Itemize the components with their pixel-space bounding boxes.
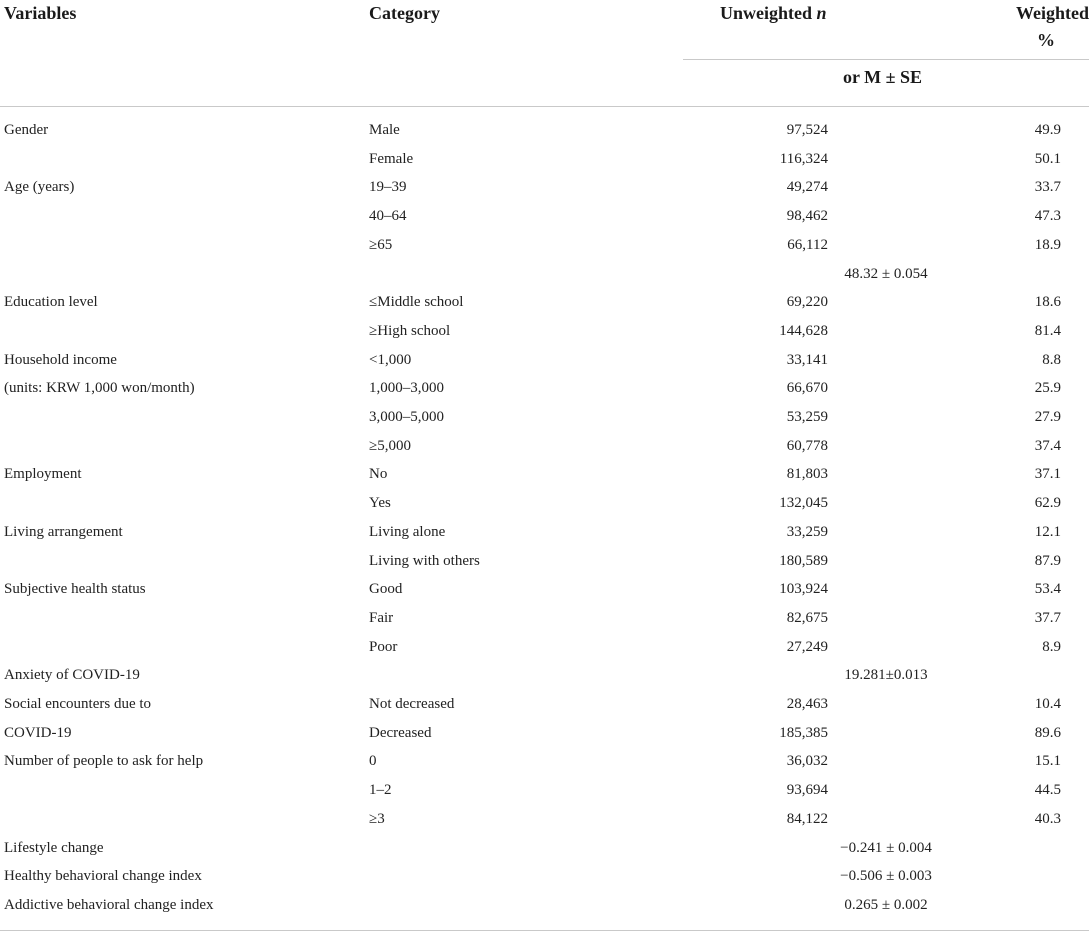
header-subrule	[683, 59, 1089, 60]
variable-cell: Addictive behavioral change index	[4, 897, 214, 913]
weighted-pct-cell: 37.1	[1034, 466, 1061, 482]
category-cell: 40–64	[369, 208, 407, 224]
category-cell: 19–39	[369, 179, 407, 195]
weighted-pct-cell: 40.3	[1034, 811, 1061, 827]
weighted-pct-cell: 44.5	[1034, 782, 1061, 798]
category-cell: Poor	[369, 639, 398, 655]
unweighted-n-cell: 33,259	[786, 524, 828, 540]
variable-cell: Living arrangement	[4, 524, 123, 540]
category-cell: Male	[369, 122, 400, 138]
mean-se-cell: −0.506 ± 0.003	[840, 868, 932, 884]
weighted-pct-cell: 33.7	[1034, 179, 1061, 195]
header-unweighted-text: Unweighted	[720, 3, 817, 23]
header-unweighted-n: n	[816, 3, 827, 23]
unweighted-n-cell: 93,694	[786, 782, 828, 798]
category-cell: ≥High school	[369, 323, 451, 339]
category-cell: Not decreased	[369, 696, 455, 712]
category-cell: Decreased	[369, 725, 432, 741]
category-cell: 0	[369, 753, 377, 769]
header-weighted-percent: %	[1037, 30, 1055, 50]
unweighted-n-cell: 60,778	[786, 438, 828, 454]
unweighted-n-cell: 28,463	[786, 696, 828, 712]
weighted-pct-cell: 89.6	[1034, 725, 1061, 741]
variable-cell: Age (years)	[4, 179, 75, 195]
mean-se-cell: 0.265 ± 0.002	[844, 897, 928, 913]
header-unweighted	[720, 3, 827, 24]
category-cell: Good	[369, 581, 403, 597]
weighted-pct-cell: 37.7	[1034, 610, 1061, 626]
unweighted-n-cell: 66,670	[786, 380, 828, 396]
unweighted-n-cell: 81,803	[786, 466, 828, 482]
variable-cell: Anxiety of COVID-19	[4, 667, 140, 683]
weighted-pct-cell: 37.4	[1034, 438, 1061, 454]
weighted-pct-cell: 50.1	[1034, 151, 1061, 167]
unweighted-n-cell: 97,524	[786, 122, 828, 138]
unweighted-n-cell: 27,249	[786, 639, 828, 655]
unweighted-n-cell: 49,274	[786, 179, 828, 195]
header-category: Category	[369, 3, 440, 23]
unweighted-n-cell: 144,628	[779, 323, 828, 339]
header-weighted: Weighted	[1015, 3, 1089, 23]
variable-cell: Lifestyle change	[4, 840, 104, 856]
mean-se-cell: −0.241 ± 0.004	[840, 840, 932, 856]
variable-cell: Education level	[4, 294, 98, 310]
weighted-pct-cell: 15.1	[1034, 753, 1061, 769]
weighted-pct-cell: 18.9	[1034, 237, 1061, 253]
mean-se-cell: 19.281±0.013	[844, 667, 928, 683]
mean-se-cell: 48.32 ± 0.054	[844, 266, 928, 282]
category-cell: Fair	[369, 610, 394, 626]
category-cell: Female	[369, 151, 414, 167]
unweighted-n-cell: 98,462	[786, 208, 828, 224]
variable-cell: Healthy behavioral change index	[4, 868, 202, 884]
variable-cell: Employment	[4, 466, 82, 482]
unweighted-n-cell: 132,045	[779, 495, 828, 511]
category-cell: Living with others	[369, 553, 480, 569]
category-cell: 3,000–5,000	[369, 409, 444, 425]
unweighted-n-cell: 116,324	[779, 151, 828, 167]
category-cell: <1,000	[369, 352, 412, 368]
header-variables: Variables	[4, 3, 77, 23]
variable-cell: (units: KRW 1,000 won/month)	[4, 380, 195, 396]
category-cell: 1–2	[369, 782, 392, 798]
category-cell: Living alone	[369, 524, 446, 540]
weighted-pct-cell: 8.9	[1042, 639, 1061, 655]
variable-cell: Household income	[4, 352, 117, 368]
weighted-pct-cell: 8.8	[1042, 352, 1061, 368]
unweighted-n-cell: 103,924	[779, 581, 828, 597]
category-cell: ≥3	[369, 811, 385, 827]
weighted-pct-cell: 81.4	[1034, 323, 1061, 339]
category-cell: ≤Middle school	[369, 294, 464, 310]
variable-cell: Subjective health status	[4, 581, 146, 597]
unweighted-n-cell: 33,141	[786, 352, 828, 368]
weighted-pct-cell: 62.9	[1034, 495, 1061, 511]
unweighted-n-cell: 53,259	[786, 409, 828, 425]
category-cell: ≥5,000	[369, 438, 411, 454]
weighted-pct-cell: 53.4	[1034, 581, 1061, 597]
unweighted-n-cell: 185,385	[779, 725, 828, 741]
header-or-mse: or M ± SE	[843, 67, 923, 87]
category-cell: 1,000–3,000	[369, 380, 444, 396]
variable-cell: Number of people to ask for help	[4, 753, 204, 769]
weighted-pct-cell: 47.3	[1034, 208, 1061, 224]
unweighted-n-cell: 69,220	[786, 294, 828, 310]
weighted-pct-cell: 87.9	[1034, 553, 1061, 569]
category-cell: ≥65	[369, 237, 393, 253]
unweighted-n-cell: 82,675	[786, 610, 828, 626]
weighted-pct-cell: 18.6	[1034, 294, 1061, 310]
variable-cell: Gender	[4, 122, 49, 138]
unweighted-n-cell: 180,589	[779, 553, 828, 569]
weighted-pct-cell: 25.9	[1034, 380, 1061, 396]
header-bottom-rule	[0, 106, 1089, 107]
variable-cell: Social encounters due to	[4, 696, 152, 712]
weighted-pct-cell: 49.9	[1034, 122, 1061, 138]
unweighted-n-cell: 84,122	[786, 811, 828, 827]
weighted-pct-cell: 27.9	[1034, 409, 1061, 425]
unweighted-n-cell: 66,112	[787, 237, 828, 253]
unweighted-n-cell: 36,032	[786, 753, 828, 769]
weighted-pct-cell: 12.1	[1034, 524, 1061, 540]
variable-cell: COVID-19	[4, 725, 72, 741]
category-cell: Yes	[369, 495, 391, 511]
table-bottom-rule	[0, 930, 1089, 931]
weighted-pct-cell: 10.4	[1034, 696, 1061, 712]
category-cell: No	[369, 466, 388, 482]
